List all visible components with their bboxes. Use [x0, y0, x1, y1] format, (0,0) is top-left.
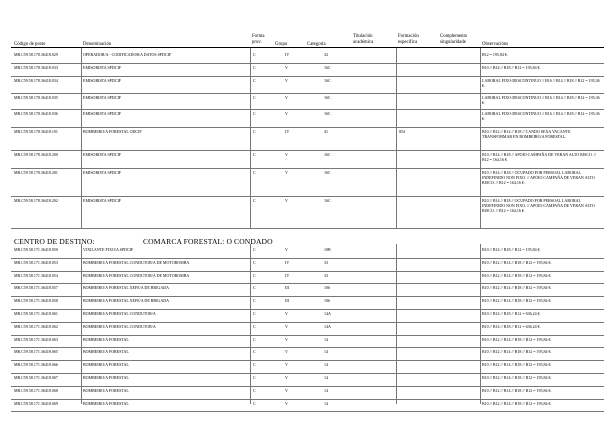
group: IV	[285, 259, 290, 265]
provision-form: C	[253, 170, 256, 175]
provision-form: C	[253, 272, 256, 278]
table-row	[11, 322, 604, 336]
group: III	[285, 285, 289, 291]
observations: B10 // B12 // B14 // B18 // CANDO SEXA VACANTE TRANSFORMAR EN BOMBEIRO/A FORESTAL.	[482, 129, 571, 139]
position-denomination: BOMBEIRO/A FORESTAL CONDUTOR/A	[83, 311, 156, 316]
observations: LABORAL FIXO-DESCONTINUO // B16 // B14 // B18 // B12 = 195,36 €.	[482, 95, 600, 105]
position-denomination: EMISORISTA SPDCIF	[83, 198, 122, 203]
position-denomination: BOMBEIRO/A FORESTAL CONDUTOR/A DE MOTOBOMBA	[83, 272, 190, 278]
group: V	[285, 111, 288, 116]
position-code: MR.C59.58.171.36418.069	[14, 400, 58, 406]
position-code: MR.C59.58.178.36418.202	[14, 198, 58, 203]
observations: B10 // B12 // B14 // B18 // B12 = 195,84 €.	[482, 298, 552, 304]
position-denomination: EMISORISTA SPDCIF	[83, 78, 122, 83]
provision-form: C	[253, 129, 256, 134]
comarca-label: COMARCA FORESTAL: O CONDADO	[143, 237, 273, 246]
provision-form: C	[253, 387, 256, 393]
table-row	[11, 50, 604, 64]
observations: B10 // B12 // B14 // B18 // B12 = 195,84 €.	[482, 375, 552, 380]
group: V	[285, 311, 288, 316]
position-denomination: BOMBEIRO/A FORESTAL CONDUTOR/A DE MOTOBOMBA	[83, 259, 190, 265]
observations: B10 // B12 // B14 // B18 // B12 = 195,84 €.	[482, 387, 552, 393]
category: 14	[324, 336, 328, 342]
category: 14	[324, 400, 328, 406]
position-code: MR.C59.58.171.36418.067	[14, 375, 58, 380]
position-code: MR.C59.58.171.36418.066	[14, 362, 58, 368]
observations: B10 // B14 // B18 // B12 = 195,84 €.	[482, 65, 541, 70]
group: V	[285, 198, 288, 203]
observations: B10 // B14 // B18 // B12 = 636,24 €.	[482, 323, 541, 329]
provision-form: C	[253, 198, 256, 203]
observations: B10 // B12 // B14 // B18 // B12 = 195,84 €.	[482, 259, 552, 265]
provision-form: C	[253, 111, 256, 116]
group: V	[285, 375, 288, 380]
group: V	[285, 247, 288, 252]
group: IV	[285, 52, 290, 57]
position-code: MR.C59.58.171.36418.057	[14, 285, 58, 291]
header-rule	[11, 47, 604, 48]
observations: LABORAL FIXO-DESCONTINUO // B16 // B14 // B18 // B12 = 195,36 €.	[482, 78, 600, 88]
observations: B10 // B12 // B14 // B18 // B12 = 195,84 €.	[482, 285, 552, 291]
observations: B12 = 195,84 €.	[482, 52, 508, 57]
position-denomination: BOMBEIRO/A FORESTAL XEFE/A DE BRIGADA	[83, 298, 169, 304]
header-titulacion: Titulación académica	[353, 34, 374, 45]
position-code: MR.C59.58.178.36418.029	[14, 52, 58, 57]
category: 32	[324, 52, 328, 57]
position-code: MR.C59.58.178.36418.033	[14, 65, 58, 70]
category: 41	[324, 129, 328, 134]
table-row	[11, 296, 604, 310]
table-row	[11, 373, 604, 387]
provision-form: C	[253, 65, 256, 70]
observations: B10 // B12 // B14 // B18 // B12 = 195,84 €.	[482, 400, 552, 406]
group: V	[285, 336, 288, 342]
position-denomination: EMISORISTA SPDCIF	[83, 65, 122, 70]
header-grupo: Grupo	[275, 42, 288, 47]
header-formacion: Formación específica	[398, 34, 419, 45]
table-row	[11, 386, 604, 400]
table-row	[11, 335, 604, 349]
column-divider	[81, 244, 82, 404]
column-divider	[480, 244, 481, 404]
category: 14A	[324, 311, 331, 316]
position-code: MR.C59.58.171.36418.062	[14, 323, 58, 329]
observations: B10 // B12 // B14 // B18 // B12 = 195,84 €.	[482, 336, 552, 342]
group: V	[285, 78, 288, 83]
category: 33	[324, 272, 328, 278]
position-denomination: BOMBEIRO/A FORESTAL	[83, 362, 129, 368]
observations: LABORAL FIXO-DESCONTINUO // B16 // B14 // B18 // B12 = 195,36 €.	[482, 111, 600, 121]
table-row	[11, 168, 604, 197]
category: 16C	[324, 152, 331, 157]
observations: B10 // B12 // B14 // B18 // B12 = 195,84 €.	[482, 272, 552, 278]
header-observacions: Observacións	[482, 42, 509, 47]
center-label: CENTRO DE DESTINO:	[14, 237, 95, 246]
position-code: MR.C59.58.171.36418.068	[14, 387, 58, 393]
column-divider	[480, 48, 481, 228]
position-denomination: VIXILANTE FIXO/A SPDCIF	[83, 247, 134, 252]
table-row	[11, 309, 604, 323]
observations: B10 // B14 // B18 // OCUPADO POR PERSOAL LABORAL INDEFINIDO NON FIXO. // APOIO CAMPAÑA DE VERAN ALTO RISCO. // B12 = 164,16 €.	[482, 198, 595, 213]
category: 14	[324, 349, 328, 355]
position-code: MR.C59.58.171.36418.050	[14, 247, 58, 252]
provision-form: C	[253, 362, 256, 368]
provision-form: C	[253, 247, 256, 252]
position-denomination: EMISORISTA SPDCIF	[83, 170, 122, 175]
group: V	[285, 95, 288, 100]
category: 16C	[324, 198, 331, 203]
position-code: MR.C59.58.178.36418.034	[14, 78, 58, 83]
header-complemento: Complemento singularidade	[440, 34, 468, 45]
provision-form: C	[253, 78, 256, 83]
position-code: MR.C59.58.171.36418.053	[14, 259, 58, 265]
table-row	[11, 93, 604, 110]
table-row	[11, 196, 604, 229]
group: V	[285, 400, 288, 406]
category: 106	[324, 298, 330, 304]
table-row	[11, 258, 604, 272]
category: 16C	[324, 78, 331, 83]
category: 10B	[324, 247, 331, 252]
position-code: MR.C59.58.171.36418.065	[14, 349, 58, 355]
header-codigo: Código de posto	[14, 42, 46, 47]
table-row	[11, 109, 604, 128]
provision-form: C	[253, 285, 256, 291]
group: IV	[285, 129, 290, 134]
position-denomination: BOMBEIRO/A FORESTAL ODCIF	[83, 129, 142, 134]
observations: B10 // B14 // B18 // B12 = 636,24 €.	[482, 311, 541, 316]
position-denomination: EMISORISTA SPDCIF	[83, 111, 122, 116]
position-denomination: OPERADOR/A - CODIFICADOR/A DATOS SPDCIF	[83, 52, 172, 57]
category: 33	[324, 259, 328, 265]
category: 16C	[324, 65, 331, 70]
provision-form: C	[253, 259, 256, 265]
column-divider	[250, 244, 251, 404]
observations: B10 // B12 // B14 // B18 // B12 = 195,84 €.	[482, 349, 552, 355]
position-denomination: BOMBEIRO/A FORESTAL	[83, 400, 129, 406]
position-denomination: BOMBEIRO/A FORESTAL	[83, 387, 129, 393]
column-divider	[81, 48, 82, 228]
position-denomination: BOMBEIRO/A FORESTAL CONDUTOR/A	[83, 323, 156, 329]
category: 16C	[324, 111, 331, 116]
category: 106	[324, 285, 330, 291]
observations: B10 // B14 // B18 // APOIO CAMPAÑA DE VERAN ALTO RISCO. // B12 = 164,16 €.	[482, 152, 597, 162]
header-forma: Forma prov.	[252, 34, 265, 45]
table-row	[11, 63, 604, 77]
provision-form: C	[253, 95, 256, 100]
position-denomination: BOMBEIRO/A FORESTAL XEFE/A DE BRIGADA	[83, 285, 169, 291]
table-row	[11, 150, 604, 169]
position-denomination: BOMBEIRO/A FORESTAL	[83, 336, 129, 342]
group: III	[285, 298, 289, 304]
group: V	[285, 362, 288, 368]
position-code: MR.C59.58.171.36418.061	[14, 311, 58, 316]
position-code: MR.C59.58.178.36418.036	[14, 111, 58, 116]
position-denomination: BOMBEIRO/A FORESTAL	[83, 375, 129, 380]
table-row	[11, 245, 604, 259]
group: V	[285, 170, 288, 175]
provision-form: C	[253, 336, 256, 342]
category: 16C	[324, 95, 331, 100]
provision-form: C	[253, 311, 256, 316]
table-row	[11, 360, 604, 374]
column-divider	[396, 244, 397, 404]
group: V	[285, 349, 288, 355]
group: V	[285, 323, 288, 329]
position-code: MR.C59.58.171.36418.063	[14, 336, 58, 342]
position-denomination: EMISORISTA SPDCIF	[83, 95, 122, 100]
position-code: MR.C59.58.178.36418.035	[14, 95, 58, 100]
column-divider	[396, 48, 397, 228]
header-categoria: Categoría	[307, 42, 326, 47]
position-code: MR.C59.58.178.36418.101	[14, 129, 58, 134]
position-code: MR.C59.58.171.36418.058	[14, 298, 58, 304]
observations: B10 // B14 // B18 // B12 = 195,84 €.	[482, 247, 541, 252]
provision-form: C	[253, 152, 256, 157]
category: 14	[324, 362, 328, 368]
table-row	[11, 127, 604, 151]
position-code: MR.C59.58.178.36418.201	[14, 170, 58, 175]
category: 14A	[324, 323, 331, 329]
table-row	[11, 347, 604, 361]
observations: B10 // B14 // B18 // OCUPADO POR PERSOAL LABORAL INDEFINIDO NON FIXO. // APOIO CAMPAÑA DE VERAN ALTO RISCO. // B12 = 164,16 €.	[482, 170, 595, 185]
provision-form: C	[253, 323, 256, 329]
group: V	[285, 152, 288, 157]
specific-training: 854	[399, 129, 405, 134]
provision-form: C	[253, 375, 256, 380]
category: 14	[324, 375, 328, 380]
provision-form: C	[253, 400, 256, 406]
table-row	[11, 271, 604, 285]
position-denomination: BOMBEIRO/A FORESTAL	[83, 349, 129, 355]
table-row	[11, 76, 604, 94]
table-row	[11, 283, 604, 297]
position-code: MR.C59.58.171.36418.054	[14, 272, 58, 278]
group: V	[285, 387, 288, 393]
observations: B10 // B12 // B14 // B18 // B12 = 195,84 €.	[482, 362, 552, 368]
header-denominacion: Denominación	[83, 42, 112, 47]
group: V	[285, 65, 288, 70]
provision-form: C	[253, 349, 256, 355]
category: 14	[324, 387, 328, 393]
column-divider	[250, 48, 251, 228]
provision-form: C	[253, 52, 256, 57]
position-denomination: EMISORISTA SPDCIF	[83, 152, 122, 157]
category: 16C	[324, 170, 331, 175]
group: IV	[285, 272, 290, 278]
table-row	[11, 399, 604, 413]
position-code: MR.C59.58.178.36418.200	[14, 152, 58, 157]
provision-form: C	[253, 298, 256, 304]
